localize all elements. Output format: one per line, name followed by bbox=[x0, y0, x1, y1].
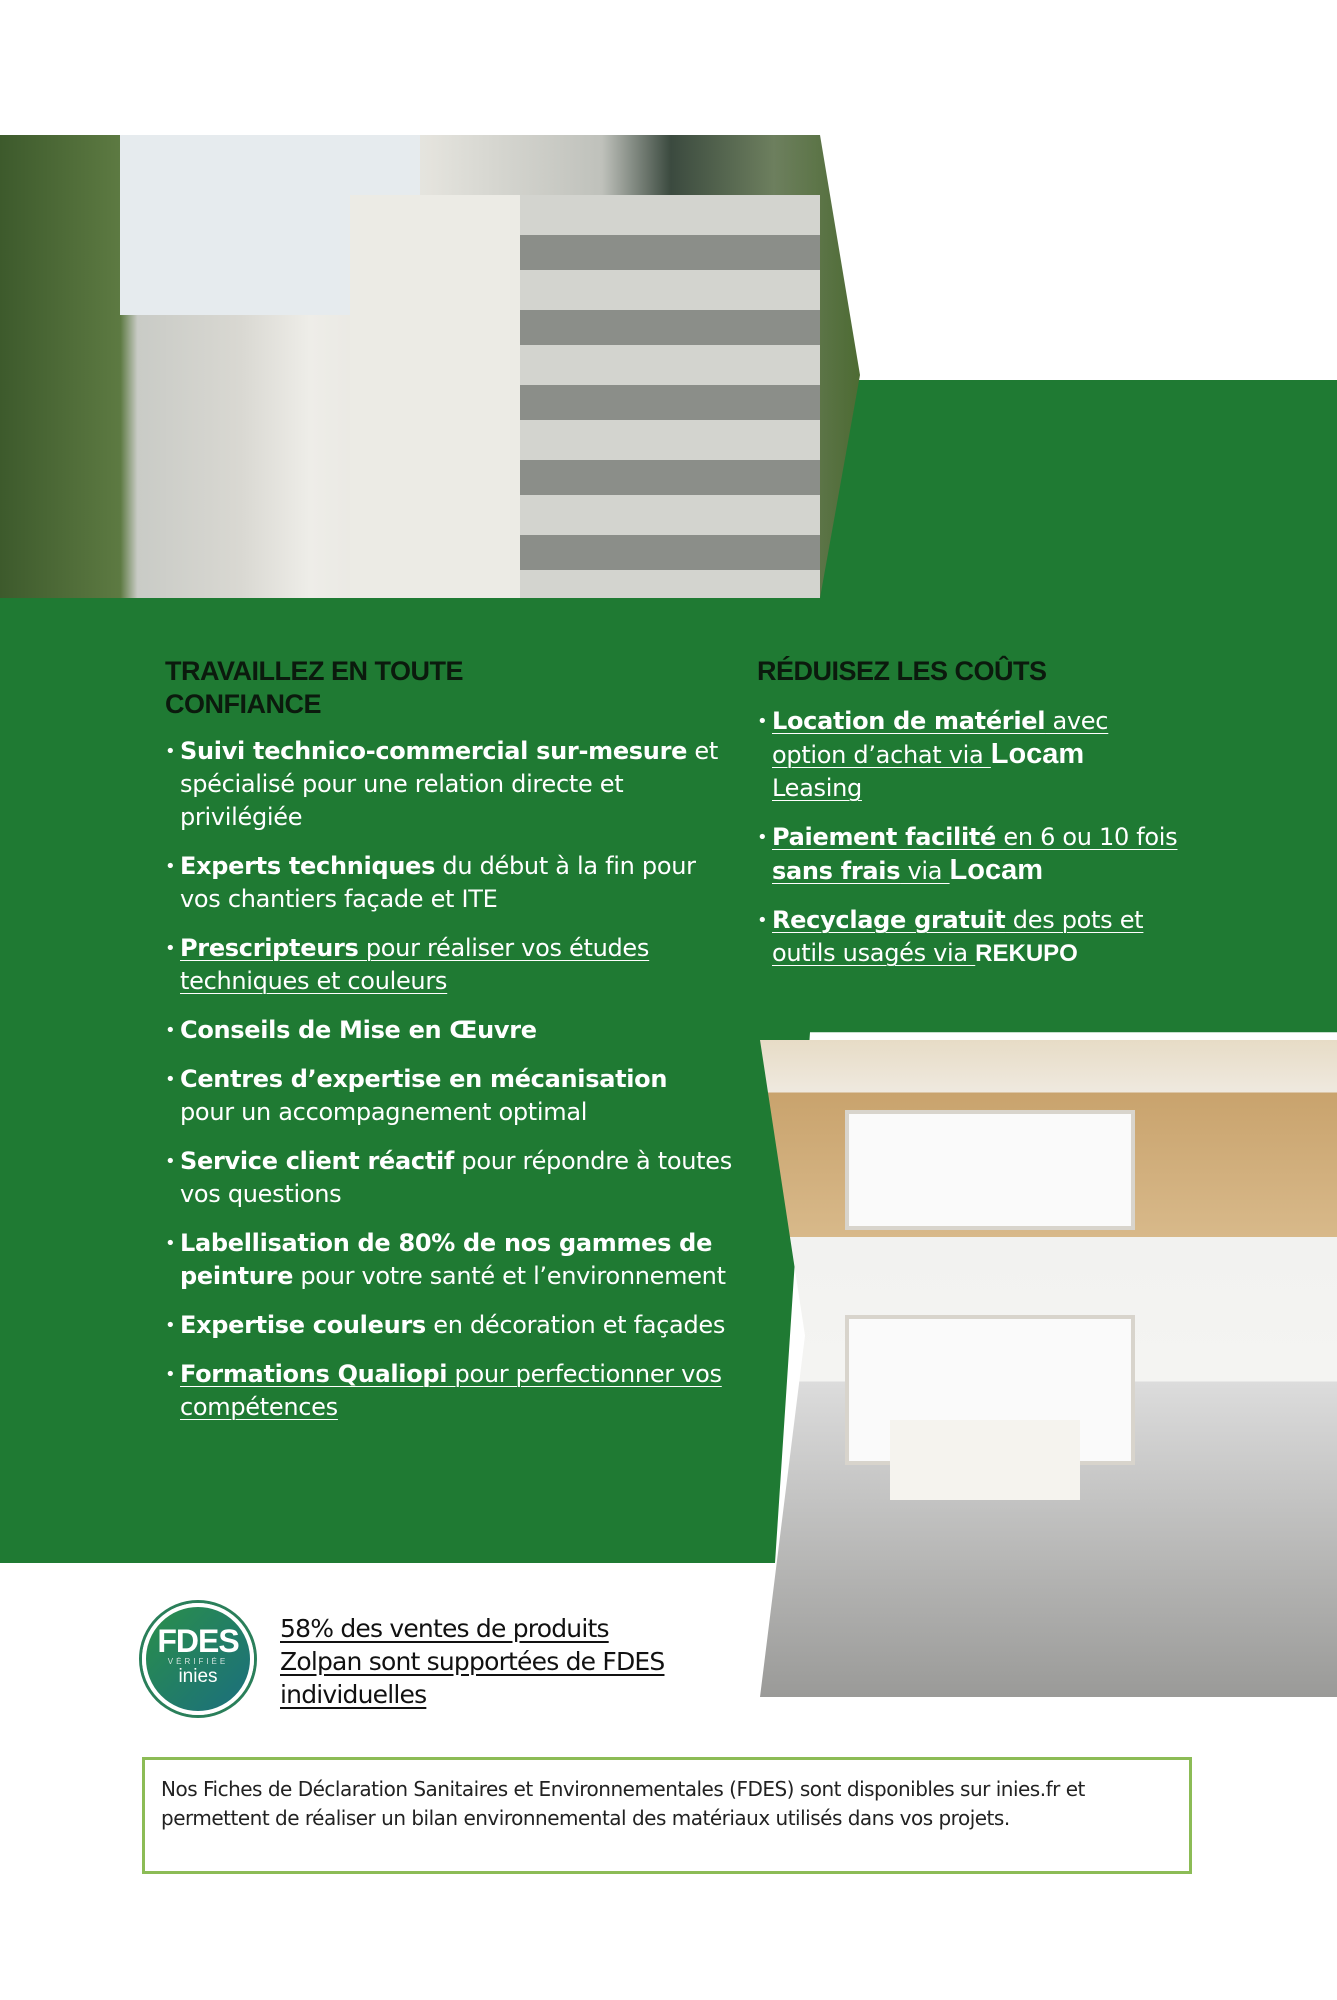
list-item: • Suivi technico-commercial sur-mesure et spécialisé pour une relation directe et privilégiée bbox=[165, 735, 735, 834]
fdes-info-box: Nos Fiches de Déclaration Sanitaires et Environnementales (FDES) sont disponibles sur inies.fr et permettent de réaliser un bilan environnemental des matériaux utilisés dans vos projets. bbox=[142, 1757, 1192, 1874]
location-materiel-link[interactable]: • Location de matériel avec option d’achat via Locam Leasing bbox=[757, 705, 1187, 805]
list-item: • Centres d’expertise en mécanisation pour un accompagnement optimal bbox=[165, 1063, 735, 1129]
fdes-link[interactable]: 58% des ventes de produits Zolpan sont supportées de FDES individuelles bbox=[280, 1614, 665, 1709]
list-item: • Labellisation de 80% de nos gammes de peinture pour votre santé et l’environnement bbox=[165, 1227, 735, 1293]
right-heading: RÉDUISEZ LES COÛTS bbox=[757, 656, 1047, 686]
list-item: • Expertise couleurs en décoration et façades bbox=[165, 1309, 735, 1342]
right-benefits-list bbox=[757, 705, 1187, 986]
paiement-facilite-link[interactable]: • Paiement facilité en 6 ou 10 fois sans frais via Locam bbox=[757, 821, 1187, 888]
rekupo-logo: REKUPO bbox=[975, 940, 1078, 967]
prescripteurs-link[interactable]: • Prescripteurs pour réaliser vos études techniques et couleurs bbox=[165, 932, 735, 998]
green-band-top bbox=[820, 380, 1337, 610]
fdes-inies-badge: FDES VÉRIFIÉE inies bbox=[142, 1603, 254, 1715]
interior-hall-photo bbox=[760, 1040, 1337, 1697]
list-item: • Service client réactif pour répondre à toutes vos questions bbox=[165, 1145, 735, 1211]
list-item: • Conseils de Mise en Œuvre bbox=[165, 1014, 735, 1047]
building-facade-photo bbox=[0, 135, 860, 598]
recyclage-link[interactable]: • Recyclage gratuit des pots et outils usagés via REKUPO bbox=[757, 904, 1187, 970]
left-benefits-list bbox=[165, 735, 735, 1440]
left-heading: TRAVAILLEZ EN TOUTE CONFIANCE bbox=[165, 656, 463, 719]
list-item: • Experts techniques du début à la fin pour vos chantiers façade et ITE bbox=[165, 850, 735, 916]
formations-qualiopi-link[interactable]: • Formations Qualiopi pour perfectionner vos compétences bbox=[165, 1358, 735, 1424]
locam-logo: Locam bbox=[990, 738, 1085, 770]
locam-logo: Locam bbox=[949, 854, 1044, 886]
